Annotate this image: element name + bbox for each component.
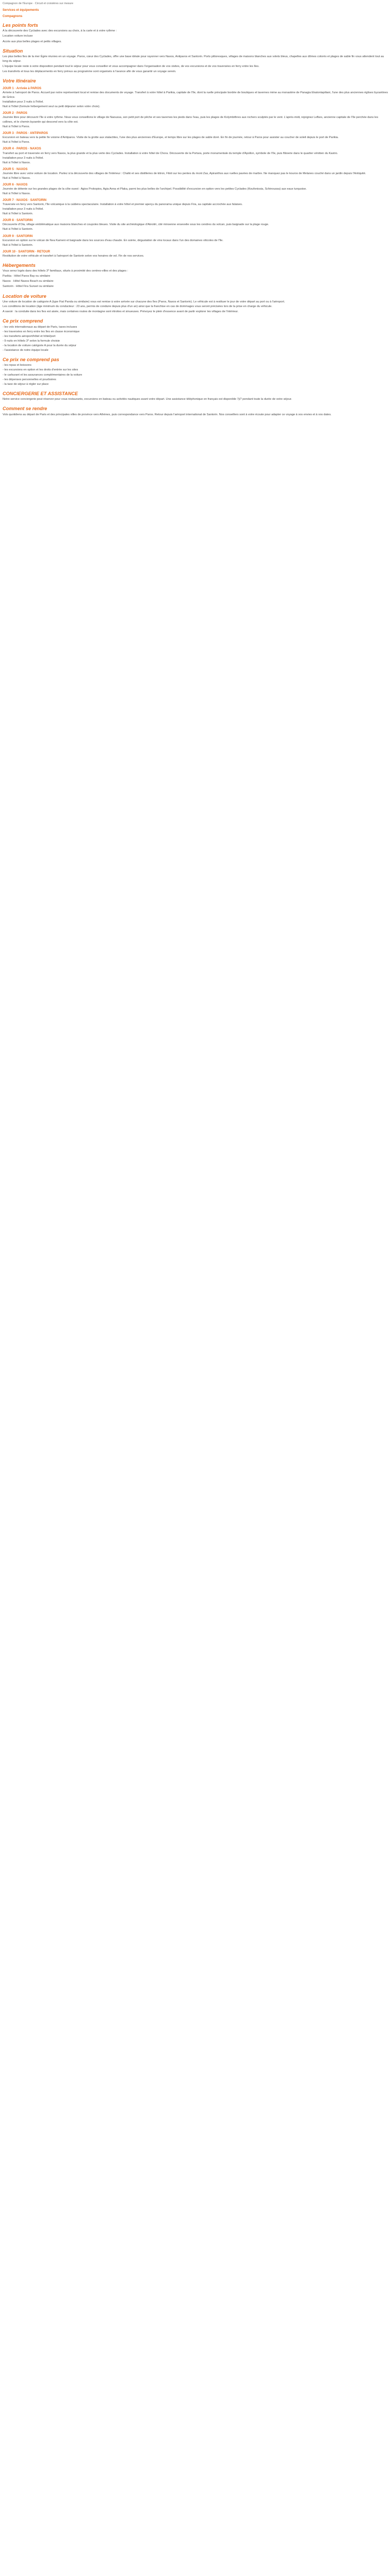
day-text: Arrivée à l'aéroport de Paros. Accueil par notre représentant local et remise des documents de voyage. Transfert à votre hôtel à Parikia, capitale de l'île, dont la ruelle principale bordée de boutiques et tavernes mène au monastère de Panagia Ekatontapiliani, l'une des plus anciennes églises byzantines de Grèce. Installation pour 3 nuits à l'hôtel. Nuit à l'hôtel (formule hébergement seul ou petit déjeuner selon votre choix). [3,91,388,108]
section-title: Location de voiture [3,293,46,299]
day-heading: JOUR 9 · SANTORIN [3,234,33,238]
paragraph: Vous serez logés dans des hôtels 3* familiaux, situés à proximité des centres-villes et des plages : [3,269,128,273]
services-link[interactable]: Services et équipements [3,8,39,12]
top-line: Compagnon de l'Europe · Circuit et croisières sur mesure [3,2,74,5]
day-heading: JOUR 4 · PAROS · NAXOS [3,147,41,151]
paragraph: Notre service conciergerie peut réserver pour vous restaurants, excursions en bateau ou activités nautiques avant votre départ. Une assistance téléphonique en français est disponible 7j/7 pendant toute la durée de votre séjour. [3,398,292,401]
companions-link[interactable]: Compagnons [3,14,23,18]
day-text: Journée libre pour découvrir l'île à votre rythme. Nous vous conseillons le village de Naoussa, son petit port de pêche et ses tavernes les pieds dans l'eau, puis les plages de Kolymbithres aux rochers sculptés par le vent. L'après-midi, rejoignez Lefkes, ancienne capitale de l'île perchée dans les collines, et le chemin byzantin qui descend vers la côte est. Nuit à l'hôtel à Paros. [3,116,379,129]
hotel-line: Santorin · Hôtel Fira Sunset ou similaire [3,285,54,289]
paragraph: Une voiture de location de catégorie A (type Fiat Panda ou similaire) vous est remise à votre arrivée sur chacune des îles (Paros, Naxos et Santorin). Le véhicule est à restituer le jour de votre départ au port ou à l'aéroport. Les conditions de location (âge minimum du conducteur : 23 ans, permis de conduire depuis plus d'un an) ainsi que la franchise en cas de dommages vous seront précisées lors de la prise en charge du véhicule. [3,300,285,309]
paragraph: - les vols internationaux au départ de Paris, taxes incluses - les traversées en ferry entre les îles en classe économique - les transferts aéroport/hôtel et hôtel/port - 9 nuits en hôtels 3* selon la formule choisie - la location de voiture catégorie A pour la durée du séjour - l'assistance de notre équipe locale [3,325,80,352]
hotel-line: Naxos · Hôtel Naxos Beach ou similaire [3,280,54,283]
day-heading: JOUR 8 · SANTORIN [3,219,33,223]
section-title: Situation [3,48,23,54]
day-text: Traversée en ferry vers Santorin, l'île volcanique à la caldeira spectaculaire. Installation à votre hôtel et premier aperçu du panorama unique depuis Fira, sa capitale accrochée aux falaises. Installation pour 3 nuits à l'hôtel. Nuit à l'hôtel à Santorin. [3,203,243,216]
day-heading: JOUR 2 · PAROS [3,112,27,115]
paragraph: L'équipe locale reste à votre disposition pendant tout le séjour pour vous conseiller et vous accompagner dans l'organisation de vos visites, de vos excursions et de vos traversées en ferry entre les îles. [3,65,259,69]
paragraph: - les repas et boissons - les excursions en option et les droits d'entrée sur les sites - le carburant et les assurances complémentaires de la voiture - les dépenses personnelles et pourboires - la taxe de séjour à régler sur place [3,364,83,386]
paragraph: Les transferts et tous les déplacements en ferry prévus au programme sont organisés à l'avance afin de vous garantir un voyage serein. [3,70,176,74]
paragraph: A savoir : la conduite dans les îles est aisée, mais certaines routes de montagne sont étroites et sinueuses. Prévoyez le plein d'essence avant de partir explorer les villages de l'intérieur. [3,310,239,314]
day-heading: JOUR 1 · Arrivée à PAROS [3,87,42,90]
day-text: Journée libre avec votre voiture de location. Partez à la découverte des villages de l'intérieur : Chalki et ses distilleries de kitron, Filoti sur les pentes du mont Zas, Apiranthos aux ruelles pavées de marbre. Ne manquez pas le kouros de Melanes couché dans un jardin depuis l'Antiquité. Nuit à l'hôtel à Naxos. [3,172,366,180]
section-title: Ce prix ne comprend pas [3,357,59,362]
paragraph: Accès aux plus belles plages et petits villages. [3,40,62,43]
section-title: Votre itinéraire [3,78,36,84]
day-text: Découverte d'Oia, village emblématique aux maisons blanches et coupoles bleues. Visite du site archéologique d'Akrotiri, cité minoenne ensevelie sous les cendres du volcan, puis baignade sur la plage rouge. Nuit à l'hôtel à Santorin. [3,223,269,231]
section-title: Comment se rendre [3,406,47,412]
section-title: Hébergements [3,262,36,268]
section-title: CONCIERGERIE ET ASSISTANCE [3,391,78,396]
paragraph: A la découverte des Cyclades avec des excursions au choix, à la carte et à votre rythme : [3,29,117,33]
day-heading: JOUR 5 · NAXOS [3,167,28,171]
day-text: Excursion en option sur le volcan de Nea Kameni et baignade dans les sources d'eau chaude. En soirée, dégustation de vins locaux dans l'un des domaines viticoles de l'île. Nuit à l'hôtel à Santorin. [3,239,223,247]
day-text: Journée de détente sur les grandes plages de la côte ouest : Agios Prokopios, Agia Anna et Plaka, parmi les plus belles de l'archipel. Possibilité d'excursion en option vers les petites Cyclades (Koufonissia, Schinoussa) aux eaux turquoise. Nuit à l'hôtel à Naxos. [3,187,307,196]
day-heading: JOUR 10 · SANTORIN · RETOUR [3,250,51,253]
day-text: Excursion en bateau vers la petite île voisine d'Antiparos. Visite de la grotte aux stalactites, l'une des plus anciennes d'Europe, et temps libre sur les plages de sable doré. En fin de journée, retour à Paros pour assister au coucher de soleil depuis le port de Parikia. Nuit à l'hôtel à Paros. [3,136,339,144]
page-content [0,0,391,417]
hotel-line: Parikia · Hôtel Paros Bay ou similaire [3,275,51,278]
day-text: Restitution de votre véhicule et transfert à l'aéroport de Santorin selon vos horaires de vol. Fin de nos services. [3,254,144,258]
section-title: Ce prix comprend [3,318,43,324]
day-heading: JOUR 7 · NAXOS · SANTORIN [3,199,46,202]
paragraph: Les plus belles îles de la mer Égée réunies en un voyage. Paros, cœur des Cyclades, offre une base idéale pour rayonner vers Naxos, Antiparos et Santorin. Ports pittoresques, villages de maisons blanches aux volets bleus, chapelles aux dômes colorés et plages de sable fin vous attendent tout au long du séjour. [3,55,384,63]
section-title: Les points forts [3,22,38,28]
paragraph: Location voiture incluse [3,35,33,38]
day-heading: JOUR 3 · PAROS · ANTIPAROS [3,132,48,135]
day-heading: JOUR 6 · NAXOS [3,183,28,187]
day-text: Transfert au port et traversée en ferry vers Naxos, la plus grande et la plus verte des Cyclades. Installation à votre hôtel de Chora. Découverte de la Portara, porte monumentale du temple d'Apollon, symbole de l'île, puis flânerie dans le quartier vénitien du Kastro. Installation pour 3 nuits à l'hôtel. Nuit à l'hôtel à Naxos. [3,151,338,164]
paragraph: Vols quotidiens au départ de Paris et des principales villes de province vers Athènes, puis correspondance vers Paros. Retour depuis l'aéroport international de Santorin. Nos conseillers sont à votre écoute pour adapter ce voyage à vos envies et à vos dates. [3,413,332,416]
